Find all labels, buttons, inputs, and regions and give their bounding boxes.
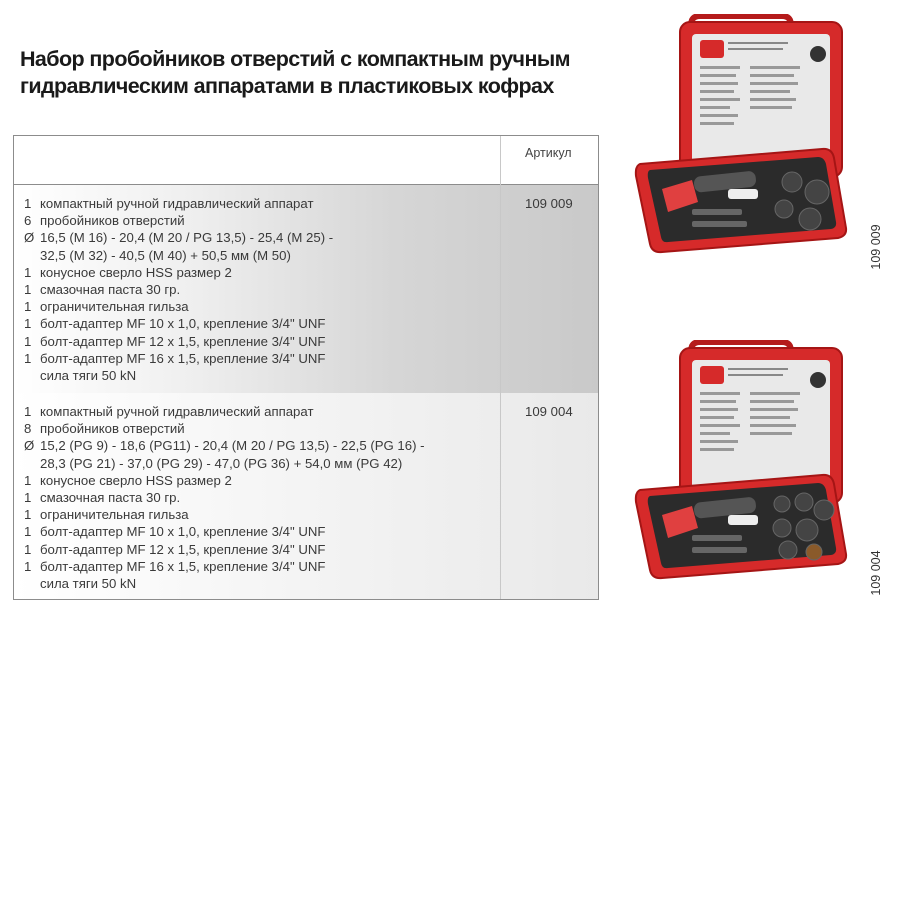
- item-text: болт-адаптер MF 12 x 1,5, крепление 3/4" UNF: [40, 541, 326, 557]
- item-qty: Ø: [24, 230, 35, 246]
- item-qty: 8: [24, 421, 32, 437]
- item-text: пробойников отверстий: [40, 213, 185, 229]
- tool-case-illustration: [632, 340, 850, 580]
- column-divider: [500, 136, 501, 599]
- product-image-109009: [632, 14, 850, 254]
- item-text: смазочная паста 30 гр.: [40, 282, 181, 298]
- list-item: [24, 333, 333, 350]
- item-qty: [24, 367, 40, 384]
- list-item: [24, 315, 333, 332]
- item-text: болт-адаптер MF 16 x 1,5, крепление 3/4" UNF: [40, 558, 326, 574]
- item-qty: 1: [24, 350, 32, 366]
- page-title: [20, 46, 620, 100]
- item-qty: 1: [24, 558, 32, 574]
- item-qty: 1: [24, 264, 32, 280]
- item-qty: 1: [24, 299, 32, 315]
- list-item: [24, 455, 425, 472]
- item-qty: 1: [24, 316, 32, 332]
- item-qty: 1: [24, 196, 32, 211]
- tool-case-illustration: [632, 14, 850, 254]
- item-qty: 1: [24, 507, 32, 523]
- table-row: [14, 393, 598, 599]
- list-item: [24, 229, 333, 246]
- item-text: болт-адаптер MF 10 x 1,0, крепление 3/4" UNF: [40, 524, 326, 540]
- list-item: [24, 437, 425, 454]
- item-qty: [24, 575, 40, 592]
- article-column-header: Артикул: [525, 146, 572, 160]
- item-text: пробойников отверстий: [40, 421, 185, 437]
- list-item: [24, 195, 333, 212]
- row-description: [24, 195, 333, 384]
- item-qty: 1: [24, 472, 32, 488]
- item-text: конусное сверло HSS размер 2: [40, 472, 232, 488]
- item-text: 15,2 (PG 9) - 18,6 (PG11) - 20,4 (M 20 / PG 13,5) - 22,5 (PG 16) -: [40, 438, 425, 454]
- item-text: ограничительная гильза: [40, 507, 189, 523]
- list-item: [24, 247, 333, 264]
- item-text: компактный ручной гидравлический аппарат: [40, 196, 314, 211]
- item-text: компактный ручной гидравлический аппарат: [40, 404, 314, 419]
- item-text: 28,3 (PG 21) - 37,0 (PG 29) - 47,0 (PG 36) + 54,0 мм (PG 42): [40, 455, 403, 471]
- list-item: [24, 350, 333, 367]
- article-number: 109 004: [525, 404, 573, 419]
- list-item: [24, 489, 425, 506]
- list-item: [24, 558, 425, 575]
- title-line-1: Набор пробойников отверстий с компактным ручным: [20, 47, 570, 71]
- list-item: [24, 403, 425, 420]
- image-caption-109004: 109 004: [869, 550, 883, 596]
- item-text: ограничительная гильза: [40, 299, 189, 315]
- item-qty: 1: [24, 524, 32, 540]
- ruko-logo-icon: [700, 366, 724, 384]
- title-line-2: гидравлическим аппаратами в пластиковых кофрах: [20, 74, 554, 98]
- item-text: конусное сверло HSS размер 2: [40, 264, 232, 280]
- list-item: [24, 506, 425, 523]
- product-table: [13, 135, 599, 600]
- list-item: [24, 264, 333, 281]
- image-caption-109009: 109 009: [869, 224, 883, 270]
- product-image-109004: [632, 340, 850, 580]
- item-qty: 6: [24, 213, 32, 229]
- item-text: смазочная паста 30 гр.: [40, 490, 181, 506]
- item-qty: [24, 247, 40, 264]
- item-text: болт-адаптер MF 16 x 1,5, крепление 3/4" UNF: [40, 350, 326, 366]
- item-qty: [24, 455, 40, 472]
- ruko-logo-icon: [700, 40, 724, 58]
- table-header: [14, 136, 598, 185]
- item-text: болт-адаптер MF 12 x 1,5, крепление 3/4" UNF: [40, 333, 326, 349]
- list-item: [24, 523, 425, 540]
- item-qty: 1: [24, 490, 32, 506]
- list-item: [24, 281, 333, 298]
- list-item: [24, 367, 333, 384]
- item-qty: Ø: [24, 438, 35, 454]
- list-item: [24, 541, 425, 558]
- item-qty: 1: [24, 282, 32, 298]
- list-item: [24, 212, 333, 229]
- table-row: [14, 185, 598, 393]
- item-text: сила тяги 50 kN: [40, 368, 137, 384]
- item-qty: 1: [24, 404, 32, 419]
- list-item: [24, 298, 333, 315]
- list-item: [24, 575, 425, 592]
- item-text: болт-адаптер MF 10 x 1,0, крепление 3/4" UNF: [40, 316, 326, 332]
- item-text: 32,5 (M 32) - 40,5 (M 40) + 50,5 мм (M 50): [40, 247, 291, 263]
- item-text: 16,5 (M 16) - 20,4 (M 20 / PG 13,5) - 25,4 (M 25) -: [40, 230, 334, 246]
- item-qty: 1: [24, 541, 32, 557]
- list-item: [24, 472, 425, 489]
- article-number: 109 009: [525, 196, 573, 211]
- item-qty: 1: [24, 333, 32, 349]
- list-item: [24, 420, 425, 437]
- item-text: сила тяги 50 kN: [40, 576, 137, 592]
- row-description: [24, 403, 425, 592]
